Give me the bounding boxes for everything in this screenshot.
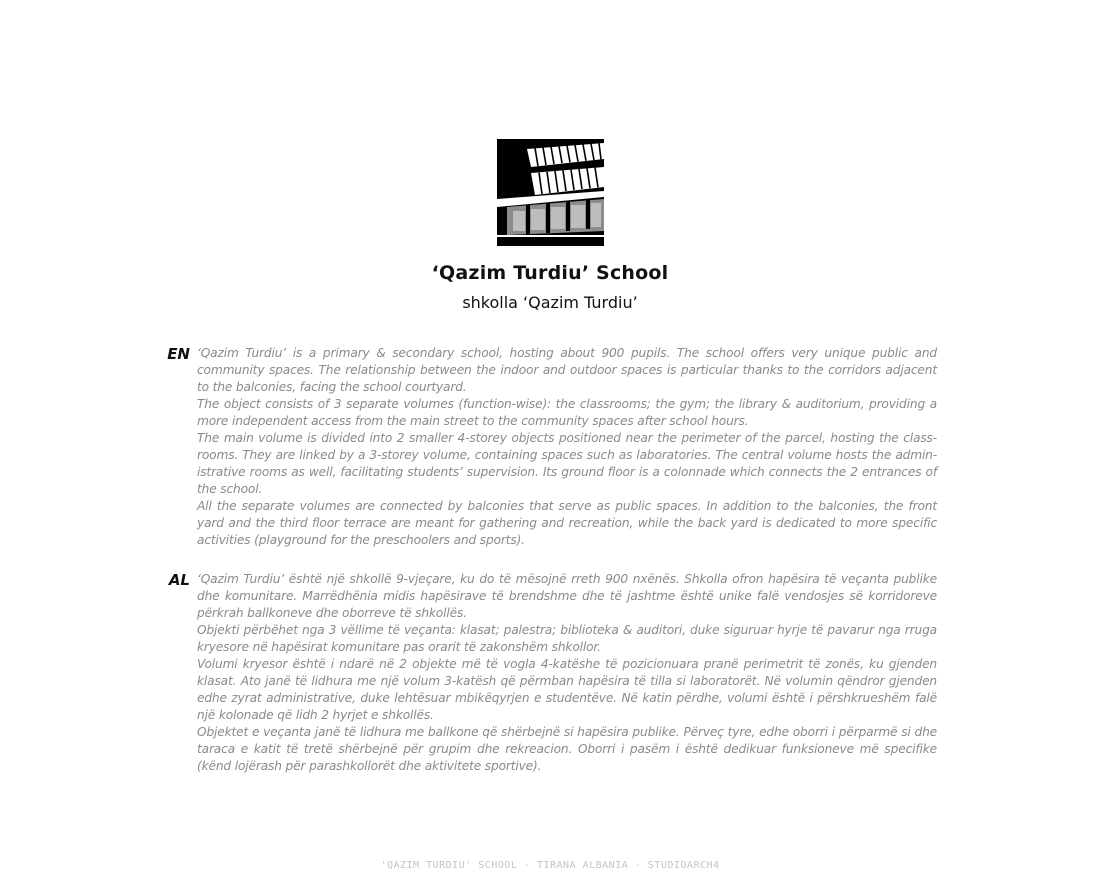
description-en	[197, 345, 937, 549]
paragraph: All the separate volumes are connected by balconies that serve as public spaces. In addition to the balconies, the front yard and the third floor terrace are meant for gathering and recreation, while the back yard is dedicated to more specific activities (playground for the preschoolers and sports).	[197, 499, 937, 547]
paragraph: Objekti përbëhet nga 3 vëllime të veçanta: klasat; palestra; biblioteka & auditori, duke siguruar hyrje të pavarur nga rruga kryesore në hapësirat komunitare pas orarit të zakonshëm shkollor.	[197, 623, 937, 654]
paragraph: ‘Qazim Turdiu’ është një shkollë 9-vjeçare, ku do të mësojnë rreth 900 nxënës. Shkolla ofron hapësira të veçanta publike dhe komunitare. Marrëdhënia midis hapësirave të brendshme dhe të jashtme është unike falë vendosjes së korridoreve përkrah ballkoneve dhe oborreve të shkollës.	[197, 572, 937, 620]
paragraph: Volumi kryesor është i ndarë në 2 objekte më të vogla 4-katëshe të pozicionuara pranë perimetrit të zonës, ku gjenden klasat. Ato janë të lidhura me një volum 3-katësh që përmban hapësira të tilla si laboratorët. Në volumin qëndror gjenden edhe zyrat administrative, duke lehtësuar mbikëqyrjen e studentëve. Në katin përdhe, volumi është i përshkrueshëm falë një kolonade që lidh 2 hyrjet e shkollës.	[197, 657, 937, 722]
paragraph: ‘Qazim Turdiu’ is a primary & secondary school, hosting about 900 pupils. The school offers very unique public and community spaces. The relationship between the indoor and outdoor spaces is particular thanks to the corridors adjacent to the balconies, facing the school courtyard.	[197, 346, 937, 394]
page-subtitle: shkolla ‘Qazim Turdiu’	[462, 293, 638, 312]
language-label-en: EN	[167, 345, 190, 363]
paragraph: Objektet e veçanta janë të lidhura me ballkone që shërbejnë si hapësira publike. Përveç tyre, edhe oborri i përparmë si dhe taraca e katit të tretë shërbejnë për grupim dhe rekreacion. Oborri i pasëm i është dedikuar funksioneve më specifike (kënd lojërash për parashkollorët dhe aktivitete sportive).	[197, 725, 937, 773]
footer-caption: 'QAZIM TURDIU' SCHOOL - TIRANA ALBANIA - STUDIOARCH4	[380, 860, 720, 871]
page-title: ‘Qazim Turdiu’ School	[431, 262, 669, 284]
description-al	[197, 571, 937, 775]
language-label-al: AL	[168, 571, 190, 589]
building-balconies-icon	[497, 139, 604, 246]
paragraph: The object consists of 3 separate volumes (function-wise): the classrooms; the gym; the library & auditorium, providing a more independent access from the main street to the community spaces after school hours.	[197, 397, 937, 428]
paragraph: The main volume is divided into 2 smaller 4-storey objects positioned near the perimeter of the parcel, hosting the class- rooms. They are linked by a 3-storey volume, containing spaces such as laboratories. The central volume hosts the admin- istrative rooms as well, facilitating students’ supervision. Its ground floor is a colonnade which connects the 2 entrances of the school.	[197, 431, 937, 496]
